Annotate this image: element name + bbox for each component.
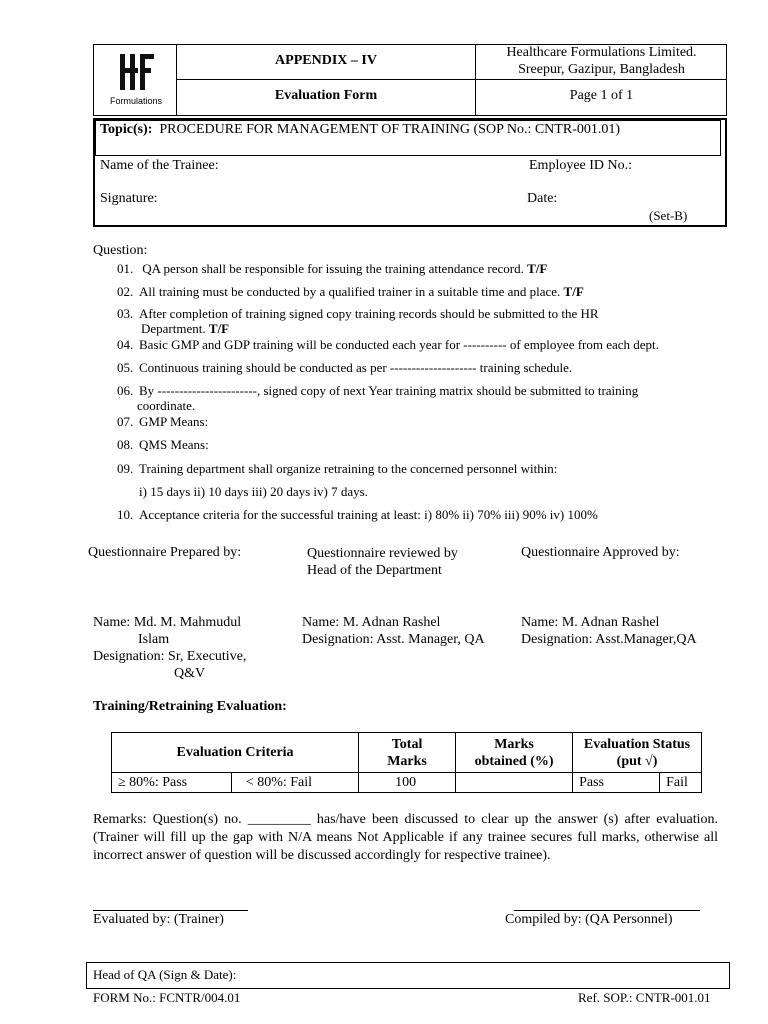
pass-criteria-cell: ≥ 80%: Pass [112, 773, 232, 793]
evaluation-heading: Training/Retraining Evaluation: [93, 699, 287, 714]
prepared-by-details: Name: Md. M. Mahmudul Islam Designation: Sr, Executive, Q&V [93, 615, 247, 681]
question-item: 01. QA person shall be responsible for issuing the training attendance record. T/F [117, 261, 548, 276]
criteria-header: Evaluation Criteria [112, 733, 359, 773]
trainee-name-label: Name of the Trainee: [100, 158, 219, 173]
question-item-continued: i) 15 days ii) 10 days iii) 20 days iv) 7 days. [139, 484, 368, 499]
remarks-paragraph: Remarks: Question(s) no. _________ has/have been discussed to clear up the answer (s) after evaluation. (Trainer will fill up the gap with N/A means Not Applicable if any trainee secures full marks, otherwise all incorrect answer of question will be discussed accordingly for respective trainee). [93, 812, 718, 863]
marks-obtained-cell[interactable] [456, 773, 573, 793]
signature-label: Signature: [100, 191, 158, 206]
status-header: Evaluation Status (put √) [573, 733, 702, 773]
topic-value: PROCEDURE FOR MANAGEMENT OF TRAINING (SOP No.: CNTR-001.01) [159, 122, 620, 137]
status-fail-cell[interactable]: Fail [660, 773, 702, 793]
appendix-title: APPENDIX – IV [275, 53, 377, 68]
logo-wordmark: Formulations [109, 96, 163, 106]
fail-criteria-cell: < 80%: Fail [231, 773, 358, 793]
qa-signature-line [514, 910, 700, 911]
company-name: Healthcare Formulations Limited. [506, 45, 697, 60]
header-divider [176, 79, 727, 80]
form-title: Evaluation Form [274, 88, 378, 103]
footer-rule [86, 988, 408, 989]
question-item: 05. Continuous training should be conducted as per -------------------- training schedule. [117, 360, 573, 375]
head-qa-label: Head of QA (Sign & Date): [93, 967, 237, 982]
set-label: (Set-B) [649, 208, 688, 223]
footer-rule [410, 988, 730, 989]
company-address: Sreepur, Gazipur, Bangladesh [518, 62, 685, 77]
question-item: 09. Training department shall organize retraining to the concerned personnel within: [117, 461, 558, 476]
trainer-signature-line [93, 910, 248, 911]
reviewed-by-label: Questionnaire reviewed by Head of the Department [307, 546, 458, 578]
question-item: 02. All training must be conducted by a qualified trainer in a suitable time and place. T/F [117, 284, 584, 299]
question-item: 07. GMP Means: [117, 414, 209, 429]
total-marks-header: Total Marks [359, 733, 456, 773]
status-pass-cell[interactable]: Pass [573, 773, 660, 793]
question-item-continued: coordinate. [137, 398, 196, 413]
approved-by-details: Name: M. Adnan Rashel Designation: Asst.Manager,QA [521, 615, 697, 647]
topic-line [100, 122, 620, 138]
question-item: 03. After completion of training signed copy training records should be submitted to the HR [117, 306, 599, 321]
company-logo [100, 48, 172, 112]
date-label: Date: [527, 191, 558, 206]
evaluated-by-label: Evaluated by: (Trainer) [93, 912, 224, 927]
question-item-continued: Department. T/F [141, 321, 230, 336]
page-info: Page 1 of 1 [569, 88, 634, 103]
question-item: 08. QMS Means: [117, 437, 209, 452]
form-number: FORM No.: FCNTR/004.01 [93, 990, 241, 1005]
prepared-by-label: Questionnaire Prepared by: [88, 545, 242, 560]
evaluation-table [111, 732, 702, 793]
question-heading: Question: [93, 243, 148, 258]
compiled-by-label: Compiled by: (QA Personnel) [505, 912, 673, 927]
topic-label: Topic(s): [100, 122, 153, 137]
approved-by-label: Questionnaire Approved by: [521, 545, 680, 560]
question-item: 10. Acceptance criteria for the successful training at least: i) 80% ii) 70% iii) 90% iv) 100% [117, 507, 598, 522]
total-marks-cell: 100 [359, 773, 456, 793]
ref-sop: Ref. SOP.: CNTR-001.01 [578, 990, 711, 1005]
marks-obtained-header: Marks obtained (%) [456, 733, 573, 773]
employee-id-label: Employee ID No.: [529, 158, 633, 173]
question-item: 06. By -----------------------, signed copy of next Year training matrix should be submitted to training [117, 383, 639, 398]
question-item: 04. Basic GMP and GDP training will be conducted each year for ---------- of employee from each dept. [117, 337, 659, 352]
reviewed-by-details: Name: M. Adnan Rashel Designation: Asst. Manager, QA [302, 615, 485, 647]
